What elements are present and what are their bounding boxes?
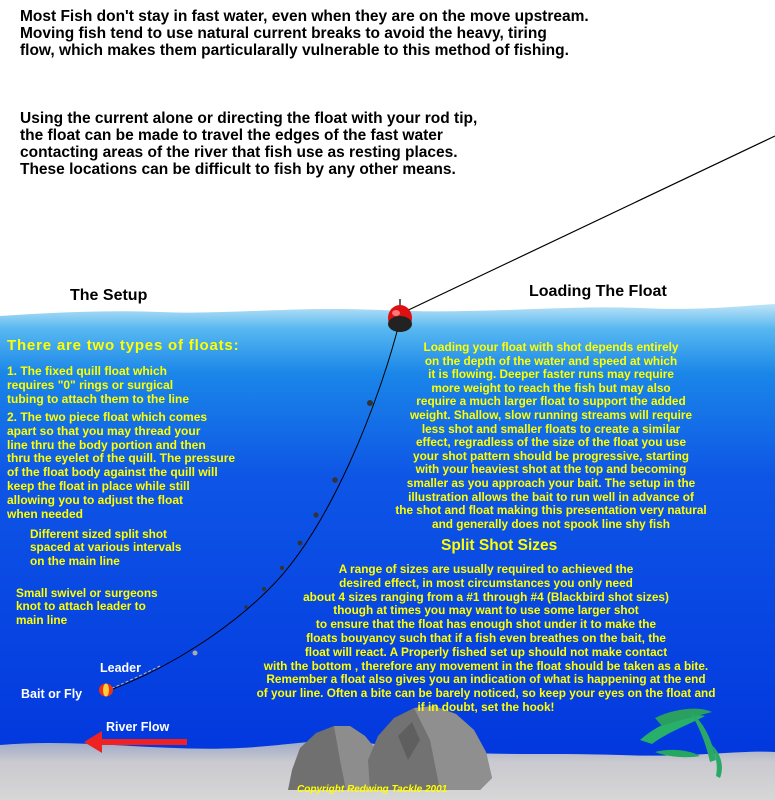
loading-line: and generally does not spook line shy fish: [432, 516, 670, 531]
label-bait-or-fly: Bait or Fly: [21, 687, 83, 701]
float-type-2-line: 2. The two piece float which comes: [7, 410, 208, 424]
float-type-2-line: allowing you to adjust the float: [7, 492, 183, 507]
float-type-1-line: 1. The fixed quill float which: [7, 364, 168, 378]
split-shot-line: if in doubt, set the hook!: [417, 699, 555, 714]
split-shot-line: with the bottom , therefore any movement in the float should be taken as a bite.: [263, 658, 709, 673]
float-type-2-line: line thru the body portion and then: [7, 437, 206, 452]
intro-line: Moving fish tend to use natural current breaks to avoid the heavy, tiring: [20, 25, 547, 42]
split-shot-text: [196, 563, 775, 715]
loading-line: effect, regradless of the size of the float you use: [415, 435, 687, 450]
loading-line: illustration allows the bait to run well in advance of: [408, 489, 694, 504]
label-line: knot to attach leader to: [16, 599, 146, 614]
float-type-2-line: of the float body against the quill will: [7, 465, 218, 480]
intro-line: the float can be made to travel the edges of the fast water: [20, 127, 443, 144]
split-shot-line: about 4 sizes ranging from a #1 through #4 (Blackbird shot sizes): [303, 589, 669, 604]
float: [388, 299, 412, 332]
loading-line: with your heaviest shot at the top and becoming: [415, 462, 687, 477]
split-shot-line: float will react. A Properly fished set up should not make contact: [304, 644, 668, 659]
float-type-2-line: apart so that you may thread your: [7, 423, 201, 438]
split-shot-line: though at times you may want to use some larger shot: [333, 603, 639, 618]
loading-line: require a much larger float to support the added: [416, 394, 686, 409]
bait-icon: [99, 684, 113, 697]
split-shot-line: floats bouyancy such that if a fish even breathes on the bait, the: [306, 630, 666, 645]
label-river-flow: River Flow: [106, 720, 170, 734]
heading-split-shot-sizes: Split Shot Sizes: [441, 537, 558, 554]
split-shot-line: to ensure that the float has enough shot under it to make the: [315, 617, 657, 632]
heading-loading-the-float: Loading The Float: [529, 283, 667, 300]
loading-line: on the depth of the water and speed at which: [424, 353, 678, 368]
float-type-2-line: keep the float in place while still: [7, 478, 190, 493]
loading-line: more weight to reach the fish but may also: [431, 380, 671, 395]
float-type-1-line: tubing to attach them to the line: [7, 392, 189, 406]
intro-paragraph-1: [20, 8, 589, 59]
loading-line: less shot and smaller floats to create a similar: [421, 421, 681, 436]
loading-line: weight. Shallow, slow running streams will require: [409, 407, 693, 422]
intro-line: contacting areas of the river that fish use as resting places.: [20, 144, 458, 161]
intro-line: Using the current alone or directing the float with your rod tip,: [20, 110, 478, 127]
loading-line: smaller as you approach your bait. The setup in the: [406, 475, 696, 490]
split-shot-line: desired effect, in most circumstances you only need: [339, 575, 633, 590]
intro-paragraph-2: [20, 110, 477, 178]
split-shot-line: of your line. Often a bite can be barely noticed, so keep your eyes on the float and: [256, 686, 716, 701]
float-type-2: [7, 411, 235, 521]
intro-line: flow, which makes them particularally vulnerable to this method of fishing.: [20, 42, 569, 59]
float-type-1: [7, 364, 189, 406]
copyright-text: Copyright Redwing Tackle 2001: [297, 784, 448, 795]
intro-line: These locations can be difficult to fish by any other means.: [20, 161, 456, 178]
split-shot: [298, 541, 303, 546]
floats-title: There are two types of floats:: [7, 337, 240, 354]
label-line: on the main line: [30, 553, 120, 568]
label-line: Different sized split shot: [30, 527, 167, 541]
label-line: main line: [16, 612, 68, 627]
split-shot-line: A range of sizes are usually required to achieved the: [338, 562, 634, 576]
intro-line: Most Fish don't stay in fast water, even when they are on the move upstream.: [20, 8, 589, 25]
loading-float-text: [325, 341, 775, 531]
label-swivel: [16, 587, 158, 627]
loading-line: Loading your float with shot depends entirely: [423, 340, 679, 354]
float-type-1-line: requires "0" rings or surgical: [7, 378, 174, 392]
split-shot: [313, 512, 318, 517]
label-line: spaced at various intervals: [30, 540, 182, 555]
loading-line: it is flowing. Deeper faster runs may require: [428, 367, 674, 382]
float-type-2-line: when needed: [7, 506, 84, 521]
split-shot-line: Remember a float also gives you an indication of what is happening at the end: [266, 672, 706, 687]
label-leader: Leader: [100, 661, 141, 675]
float-type-2-line: thru the eyelet of the quill. The pressure: [7, 451, 236, 466]
loading-line: the shot and float making this presentation very natural: [395, 503, 707, 518]
label-split-shot: [30, 528, 181, 568]
label-line: Small swivel or surgeons: [16, 586, 158, 600]
heading-the-setup: The Setup: [70, 287, 148, 304]
loading-line: your shot pattern should be progressive, starting: [413, 448, 689, 463]
